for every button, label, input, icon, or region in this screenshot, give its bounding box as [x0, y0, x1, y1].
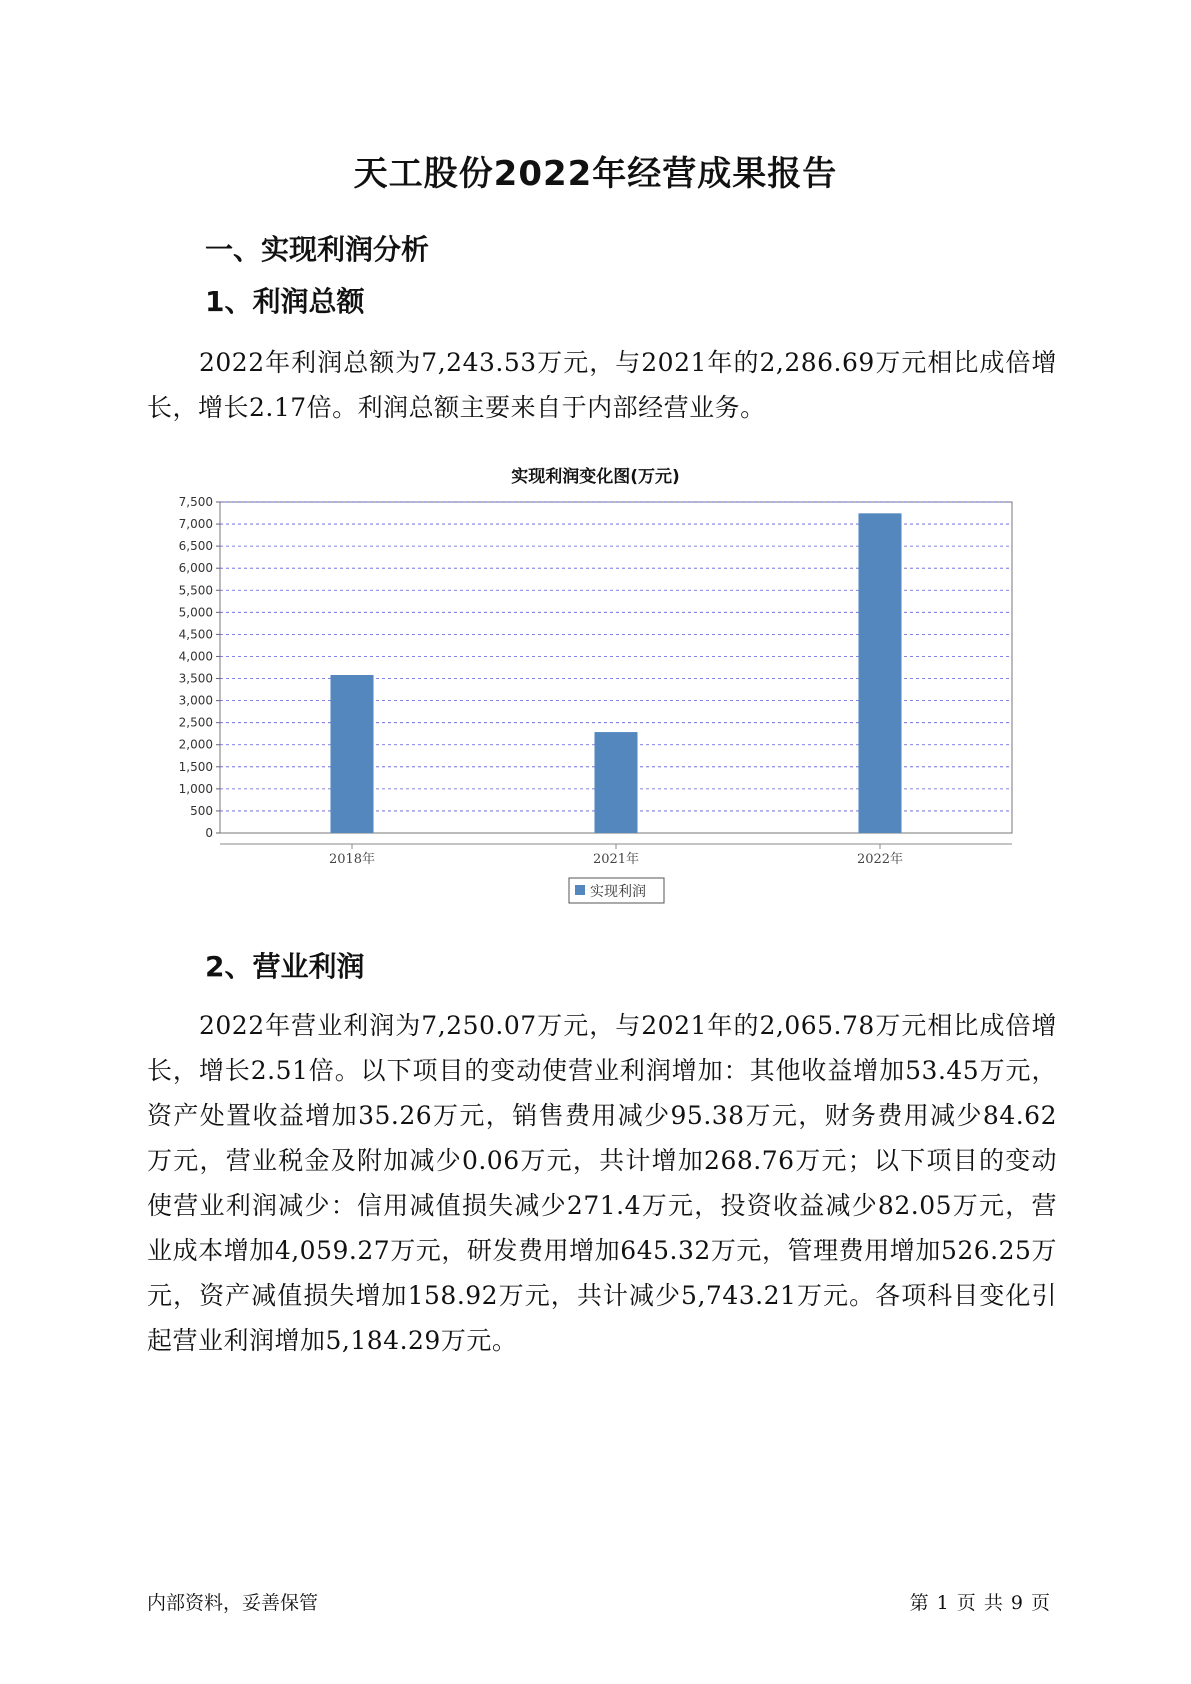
chart-title: 实现利润变化图(万元)	[511, 467, 680, 487]
x-tick-label: 2018年	[328, 852, 376, 867]
y-tick-label: 0	[205, 826, 213, 840]
page-title: 天工股份2022年经营成果报告	[353, 154, 838, 194]
y-tick-label: 2,500	[178, 715, 213, 730]
y-tick-label: 1,000	[178, 781, 213, 796]
y-tick-label: 4,000	[178, 649, 213, 664]
subsection-heading-total-profit: 1、利润总额	[205, 285, 365, 318]
x-tick-label: 2021年	[592, 852, 640, 867]
y-tick-label: 3,000	[178, 693, 213, 708]
y-tick-label: 500	[190, 803, 213, 818]
profit-bar-chart	[150, 488, 1030, 908]
paragraph-total-profit: 2022年利润总额为7,243.53万元，与2021年的2,286.69万元相比成倍增长，增长2.17倍。利润总额主要来自于内部经营业务。	[147, 348, 1057, 422]
y-tick-label: 6,500	[178, 539, 213, 554]
y-tick-label: 3,500	[178, 671, 213, 686]
y-tick-label: 5,500	[178, 583, 213, 598]
footer-confidential-note: 内部资料，妥善保管	[147, 1592, 319, 1614]
y-tick-label: 6,000	[178, 561, 213, 576]
y-tick-label: 7,500	[178, 495, 213, 509]
x-tick-label: 2022年	[856, 852, 904, 867]
y-tick-label: 2,000	[178, 737, 213, 752]
y-tick-label: 4,500	[178, 627, 213, 642]
paragraph-operating-profit: 2022年营业利润为7,250.07万元，与2021年的2,065.78万元相比成倍增长，增长2.51倍。以下项目的变动使营业利润增加：其他收益增加53.45万元，资产处置收益增加35.26万元，销售费用减少95.38万元，财务费用减少84.62万元，营业税金及附加减少0.06万元，共计增加268.76万元；以下项目的变动使营业利润减少：信用减值损失减少271.4万元，投资收益减少82.05万元，营业成本增加4,059.27万元，研发费用增加645.32万元，管理费用增加526.25万元，资产减值损失增加158.92万元，共计减少5,743.21万元。各项科目变化引起营业利润增加5,184.29万元。	[147, 1011, 1057, 1355]
bar-2021年	[595, 732, 638, 833]
legend-swatch	[575, 885, 585, 895]
y-tick-label: 7,000	[178, 517, 213, 532]
footer-page-number: 第 1 页 共 9 页	[909, 1592, 1051, 1614]
subsection-heading-operating-profit: 2、营业利润	[205, 950, 365, 983]
legend-label: 实现利润	[590, 884, 646, 900]
bar-2022年	[859, 513, 902, 833]
y-tick-label: 1,500	[178, 759, 213, 774]
bar-2018年	[331, 675, 374, 833]
section-heading-profit-analysis: 一、实现利润分析	[205, 233, 430, 266]
y-tick-label: 5,000	[178, 605, 213, 620]
